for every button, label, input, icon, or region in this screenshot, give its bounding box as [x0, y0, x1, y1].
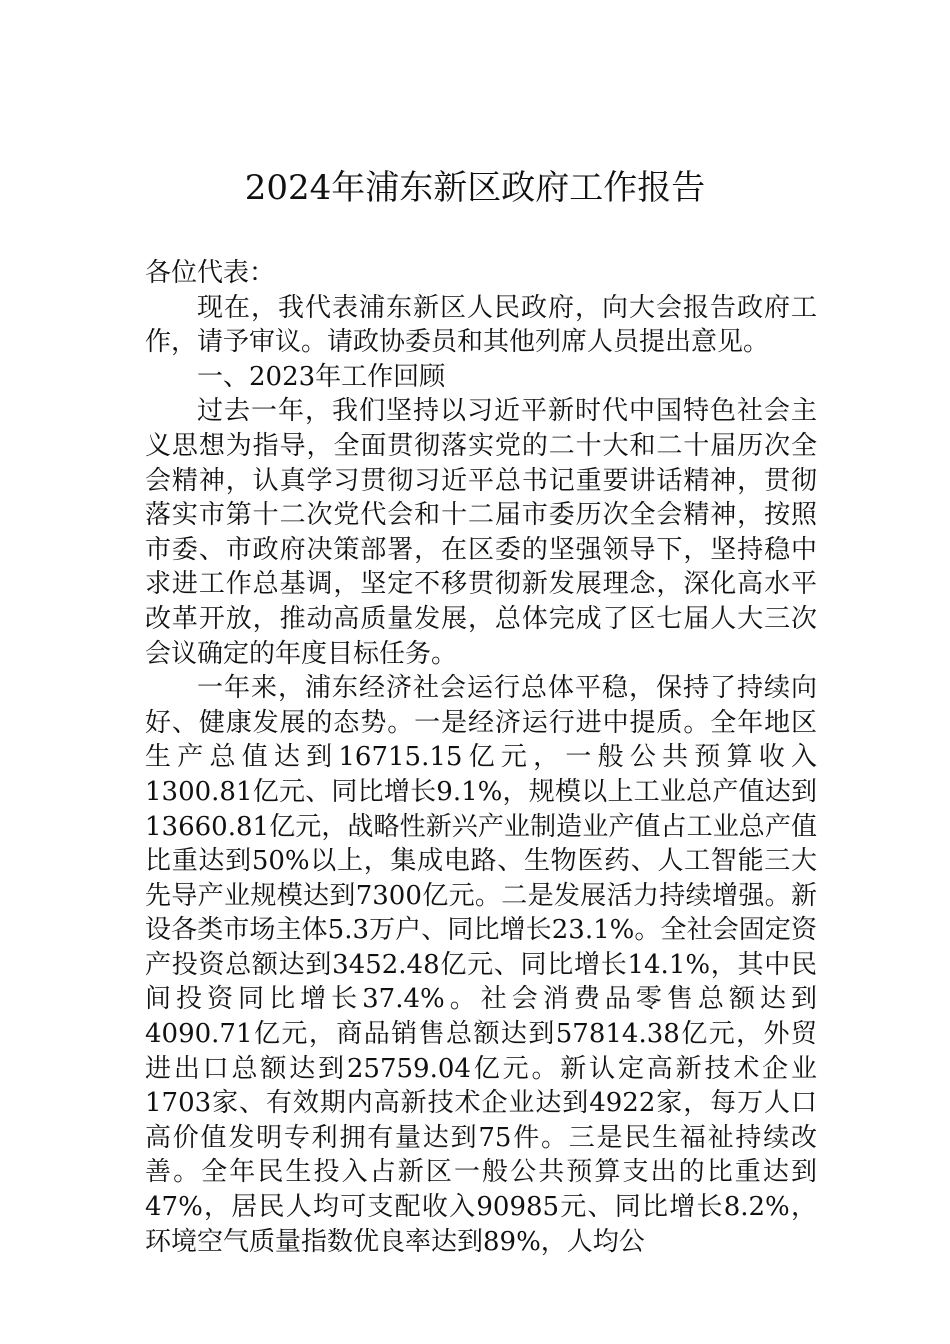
paragraph-economy: 一年来，浦东经济社会运行总体平稳，保持了持续向好、健康发展的态势。一是经济运行进中提质。全年地区生产总值达到16715.15亿元，一般公共预算收入1300.81亿元、同比增长9.1%，规模以上工业总产值达到13660.81亿元，战略性新兴产业制造业产值占工业总产值比重达到50%以上，集成电路、生物医药、人工智能三大先导产业规模达到7300亿元。二是发展活力持续增强。新设各类市场主体5.3万户、同比增长23.1%。全社会固定资产投资总额达到3452.48亿元、同比增长14.1%，其中民间投资同比增长37.4%。社会消费品零售总额达到4090.71亿元，商品销售总额达到57814.38亿元，外贸进出口总额达到25759.04亿元。新认定高新技术企业1703家、有效期内高新技术企业达到4922家，每万人口高价值发明专利拥有量达到75件。三是民生福祉持续改善。全年民生投入占新区一般公共预算支出的比重达到47%，居民人均可支配收入90985元、同比增长8.2%，环境空气质量指数优良率达到89%，人均公 — [145, 673, 817, 1257]
paragraph-opening: 现在，我代表浦东新区人民政府，向大会报告政府工作，请予审议。请政协委员和其他列席人员提出意见。 — [145, 292, 817, 358]
document-body — [145, 256, 817, 1259]
salutation: 各位代表： — [145, 258, 276, 288]
document-title: 2024年浦东新区政府工作报告 — [244, 168, 706, 208]
paragraph-review: 过去一年，我们坚持以习近平新时代中国特色社会主义思想为指导，全面贯彻落实党的二十大和二十届历次全会精神，认真学习贯彻习近平总书记重要讲话精神，贯彻落实市第十二次党代会和十二届市委历次全会精神，按照市委、市政府决策部署，在区委的坚强领导下，坚持稳中求进工作总基调，坚定不移贯彻新发展理念，深化高水平改革开放，推动高质量发展，总体完成了区七届人大三次会议确定的年度目标任务。 — [145, 396, 817, 669]
section-heading: 一、2023年工作回顾 — [197, 361, 446, 392]
